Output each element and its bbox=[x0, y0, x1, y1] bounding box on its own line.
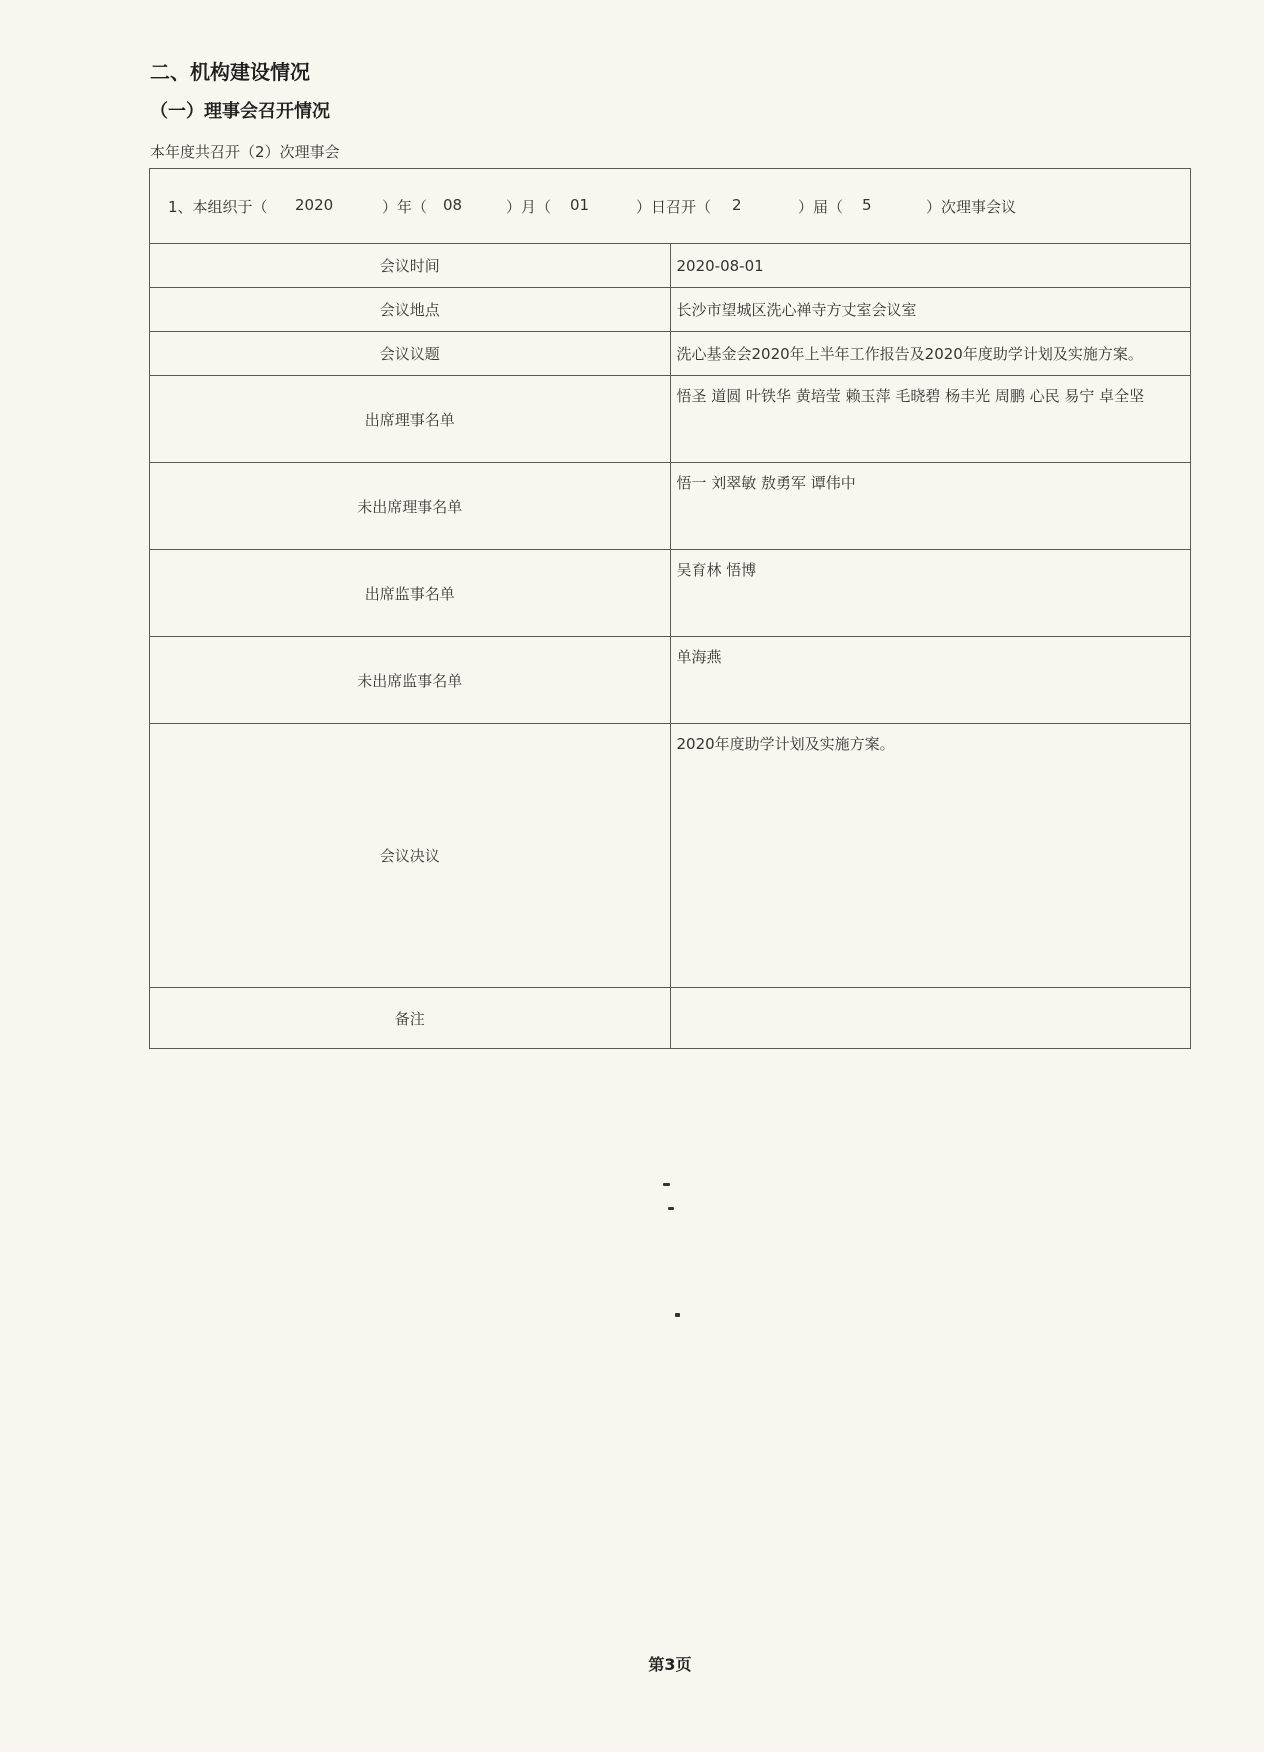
table-row bbox=[150, 550, 1191, 637]
subsection-title: （一）理事会召开情况 bbox=[150, 101, 330, 122]
table-row bbox=[150, 332, 1191, 376]
table-row bbox=[150, 988, 1191, 1049]
header-year: 2020 bbox=[295, 196, 334, 214]
header-session: 2 bbox=[732, 196, 742, 214]
row-value: 洗心基金会2020年上半年工作报告及2020年度助学计划及实施方案。 bbox=[670, 332, 1191, 376]
header-day: 01 bbox=[570, 196, 590, 214]
header-day-unit: ）日召开（ bbox=[636, 198, 712, 216]
table-row bbox=[150, 288, 1191, 332]
header-intro: 1、本组织于（ bbox=[168, 198, 268, 216]
row-value bbox=[670, 988, 1191, 1049]
count-value: 2 bbox=[255, 143, 265, 161]
section-title: 二、机构建设情况 bbox=[150, 60, 310, 84]
header-year-unit: ）年（ bbox=[382, 198, 428, 216]
scan-speck bbox=[675, 1313, 680, 1317]
row-value: 单海燕 bbox=[670, 637, 1191, 724]
meeting-header-cell bbox=[150, 169, 1191, 244]
row-label: 会议时间 bbox=[150, 244, 671, 288]
row-label: 未出席监事名单 bbox=[150, 637, 671, 724]
row-label: 备注 bbox=[150, 988, 671, 1049]
row-value: 2020-08-01 bbox=[670, 244, 1191, 288]
header-meeting-unit: ）次理事会议 bbox=[926, 198, 1017, 216]
table-row bbox=[150, 463, 1191, 550]
table-row bbox=[150, 724, 1191, 988]
row-label: 未出席理事名单 bbox=[150, 463, 671, 550]
count-suffix: ）次理事会 bbox=[264, 143, 340, 161]
row-label: 出席理事名单 bbox=[150, 376, 671, 463]
header-session-unit: ）届（ bbox=[798, 198, 844, 216]
row-value: 悟圣 道圆 叶铁华 黄培莹 赖玉萍 毛晓碧 杨丰光 周鹏 心民 易宁 卓全坚 bbox=[670, 376, 1191, 463]
row-label: 会议地点 bbox=[150, 288, 671, 332]
scan-speck bbox=[668, 1207, 674, 1210]
row-value: 吴育林 悟博 bbox=[670, 550, 1191, 637]
table-row bbox=[150, 244, 1191, 288]
meeting-header-line bbox=[150, 196, 1190, 216]
row-label: 出席监事名单 bbox=[150, 550, 671, 637]
table-row bbox=[150, 376, 1191, 463]
page-number: 第3页 bbox=[648, 1655, 692, 1674]
table-row bbox=[150, 637, 1191, 724]
header-month: 08 bbox=[443, 196, 463, 214]
meeting-table bbox=[149, 168, 1191, 1049]
row-label: 会议议题 bbox=[150, 332, 671, 376]
row-value: 长沙市望城区洗心禅寺方丈室会议室 bbox=[670, 288, 1191, 332]
count-prefix: 本年度共召开（ bbox=[150, 143, 256, 161]
row-label: 会议决议 bbox=[150, 724, 671, 988]
row-value: 悟一 刘翠敏 敖勇军 谭伟中 bbox=[670, 463, 1191, 550]
row-value: 2020年度助学计划及实施方案。 bbox=[670, 724, 1191, 988]
scan-speck bbox=[663, 1183, 670, 1186]
header-month-unit: ）月（ bbox=[506, 198, 552, 216]
meeting-header-row bbox=[150, 169, 1191, 244]
meeting-count-line bbox=[150, 141, 340, 162]
header-meeting-no: 5 bbox=[862, 196, 872, 214]
